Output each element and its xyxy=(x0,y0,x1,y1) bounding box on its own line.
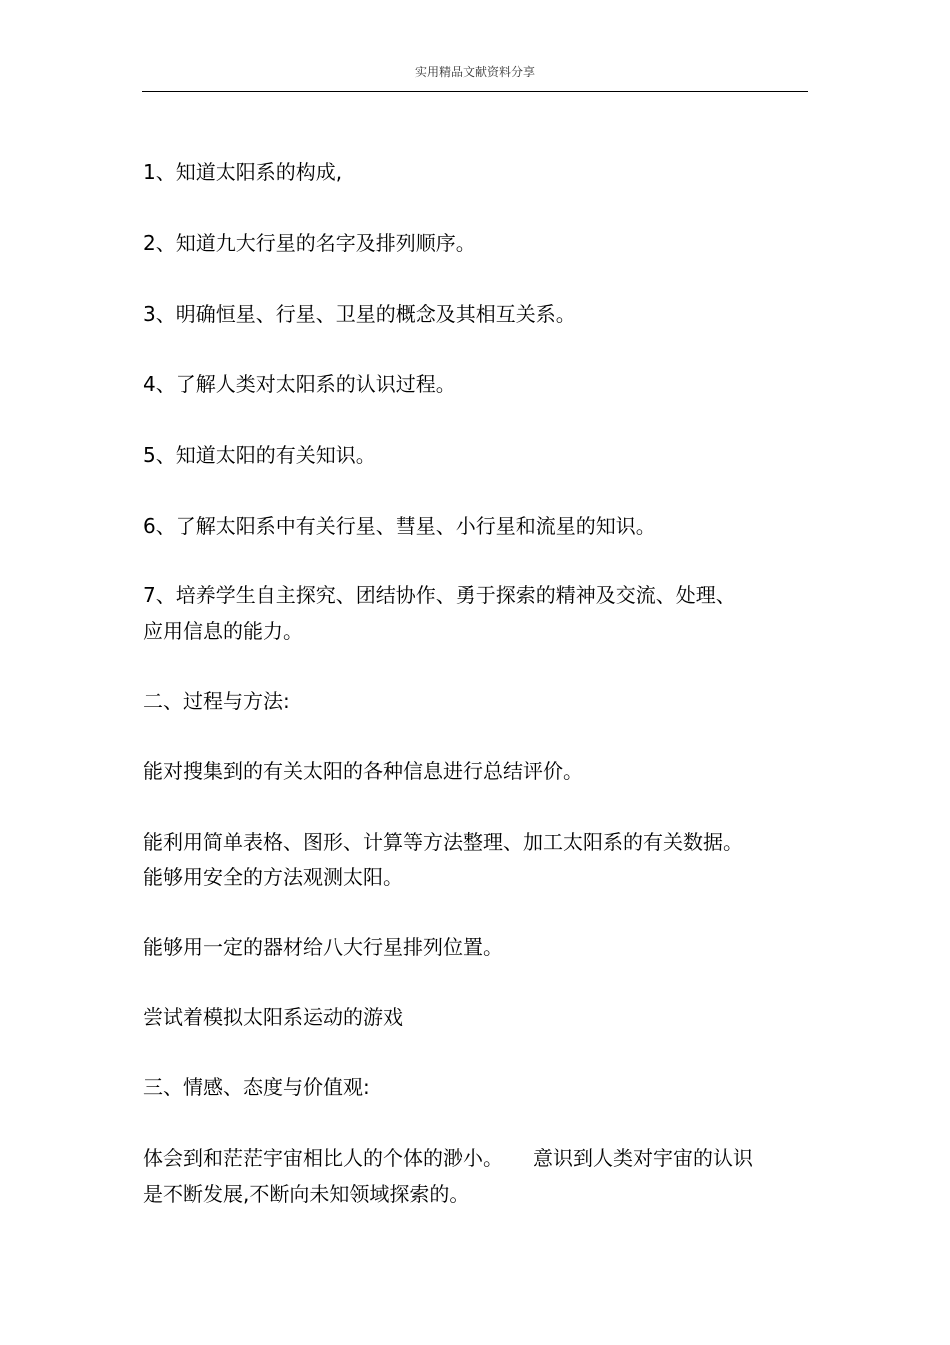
section-2-paragraph-1: 能对搜集到的有关太阳的各种信息进行总结评价。 xyxy=(143,759,583,783)
objective-1: 1、知道太阳系的构成, xyxy=(143,160,343,184)
objective-7-line-2: 应用信息的能力。 xyxy=(143,619,303,643)
section-2-paragraph-3: 能够用一定的器材给八大行星排列位置。 xyxy=(143,935,503,959)
section-3-paragraph-1-part-2: 意识到人类对宇宙的认识 xyxy=(533,1146,753,1170)
section-2-heading: 二、过程与方法: xyxy=(143,689,290,713)
section-2-paragraph-2-line-2: 能够用安全的方法观测太阳。 xyxy=(143,865,403,889)
section-3-paragraph-1-line-2: 是不断发展,不断向未知领域探索的。 xyxy=(143,1182,470,1206)
objective-2: 2、知道九大行星的名字及排列顺序。 xyxy=(143,231,476,255)
objective-7-line-1: 7、培养学生自主探究、团结协作、勇于探索的精神及交流、处理、 xyxy=(143,583,736,607)
section-3-paragraph-1-line-1 xyxy=(143,1140,813,1176)
objective-3: 3、明确恒星、行星、卫星的概念及其相互关系。 xyxy=(143,302,576,326)
objective-6: 6、了解太阳系中有关行星、彗星、小行星和流星的知识。 xyxy=(143,514,656,538)
section-2-paragraph-4: 尝试着模拟太阳系运动的游戏 xyxy=(143,1005,403,1029)
section-3-heading: 三、情感、态度与价值观: xyxy=(143,1075,370,1099)
objective-5: 5、知道太阳的有关知识。 xyxy=(143,443,376,467)
page-header-title: 实用精品文献资料分享 xyxy=(414,65,535,79)
section-3-paragraph-1-part-1: 体会到和茫茫宇宙相比人的个体的渺小。 xyxy=(143,1146,503,1170)
header-divider xyxy=(142,91,808,92)
section-2-paragraph-2-line-1: 能利用简单表格、图形、计算等方法整理、加工太阳系的有关数据。 xyxy=(143,830,743,854)
objective-4: 4、了解人类对太阳系的认识过程。 xyxy=(143,372,456,396)
